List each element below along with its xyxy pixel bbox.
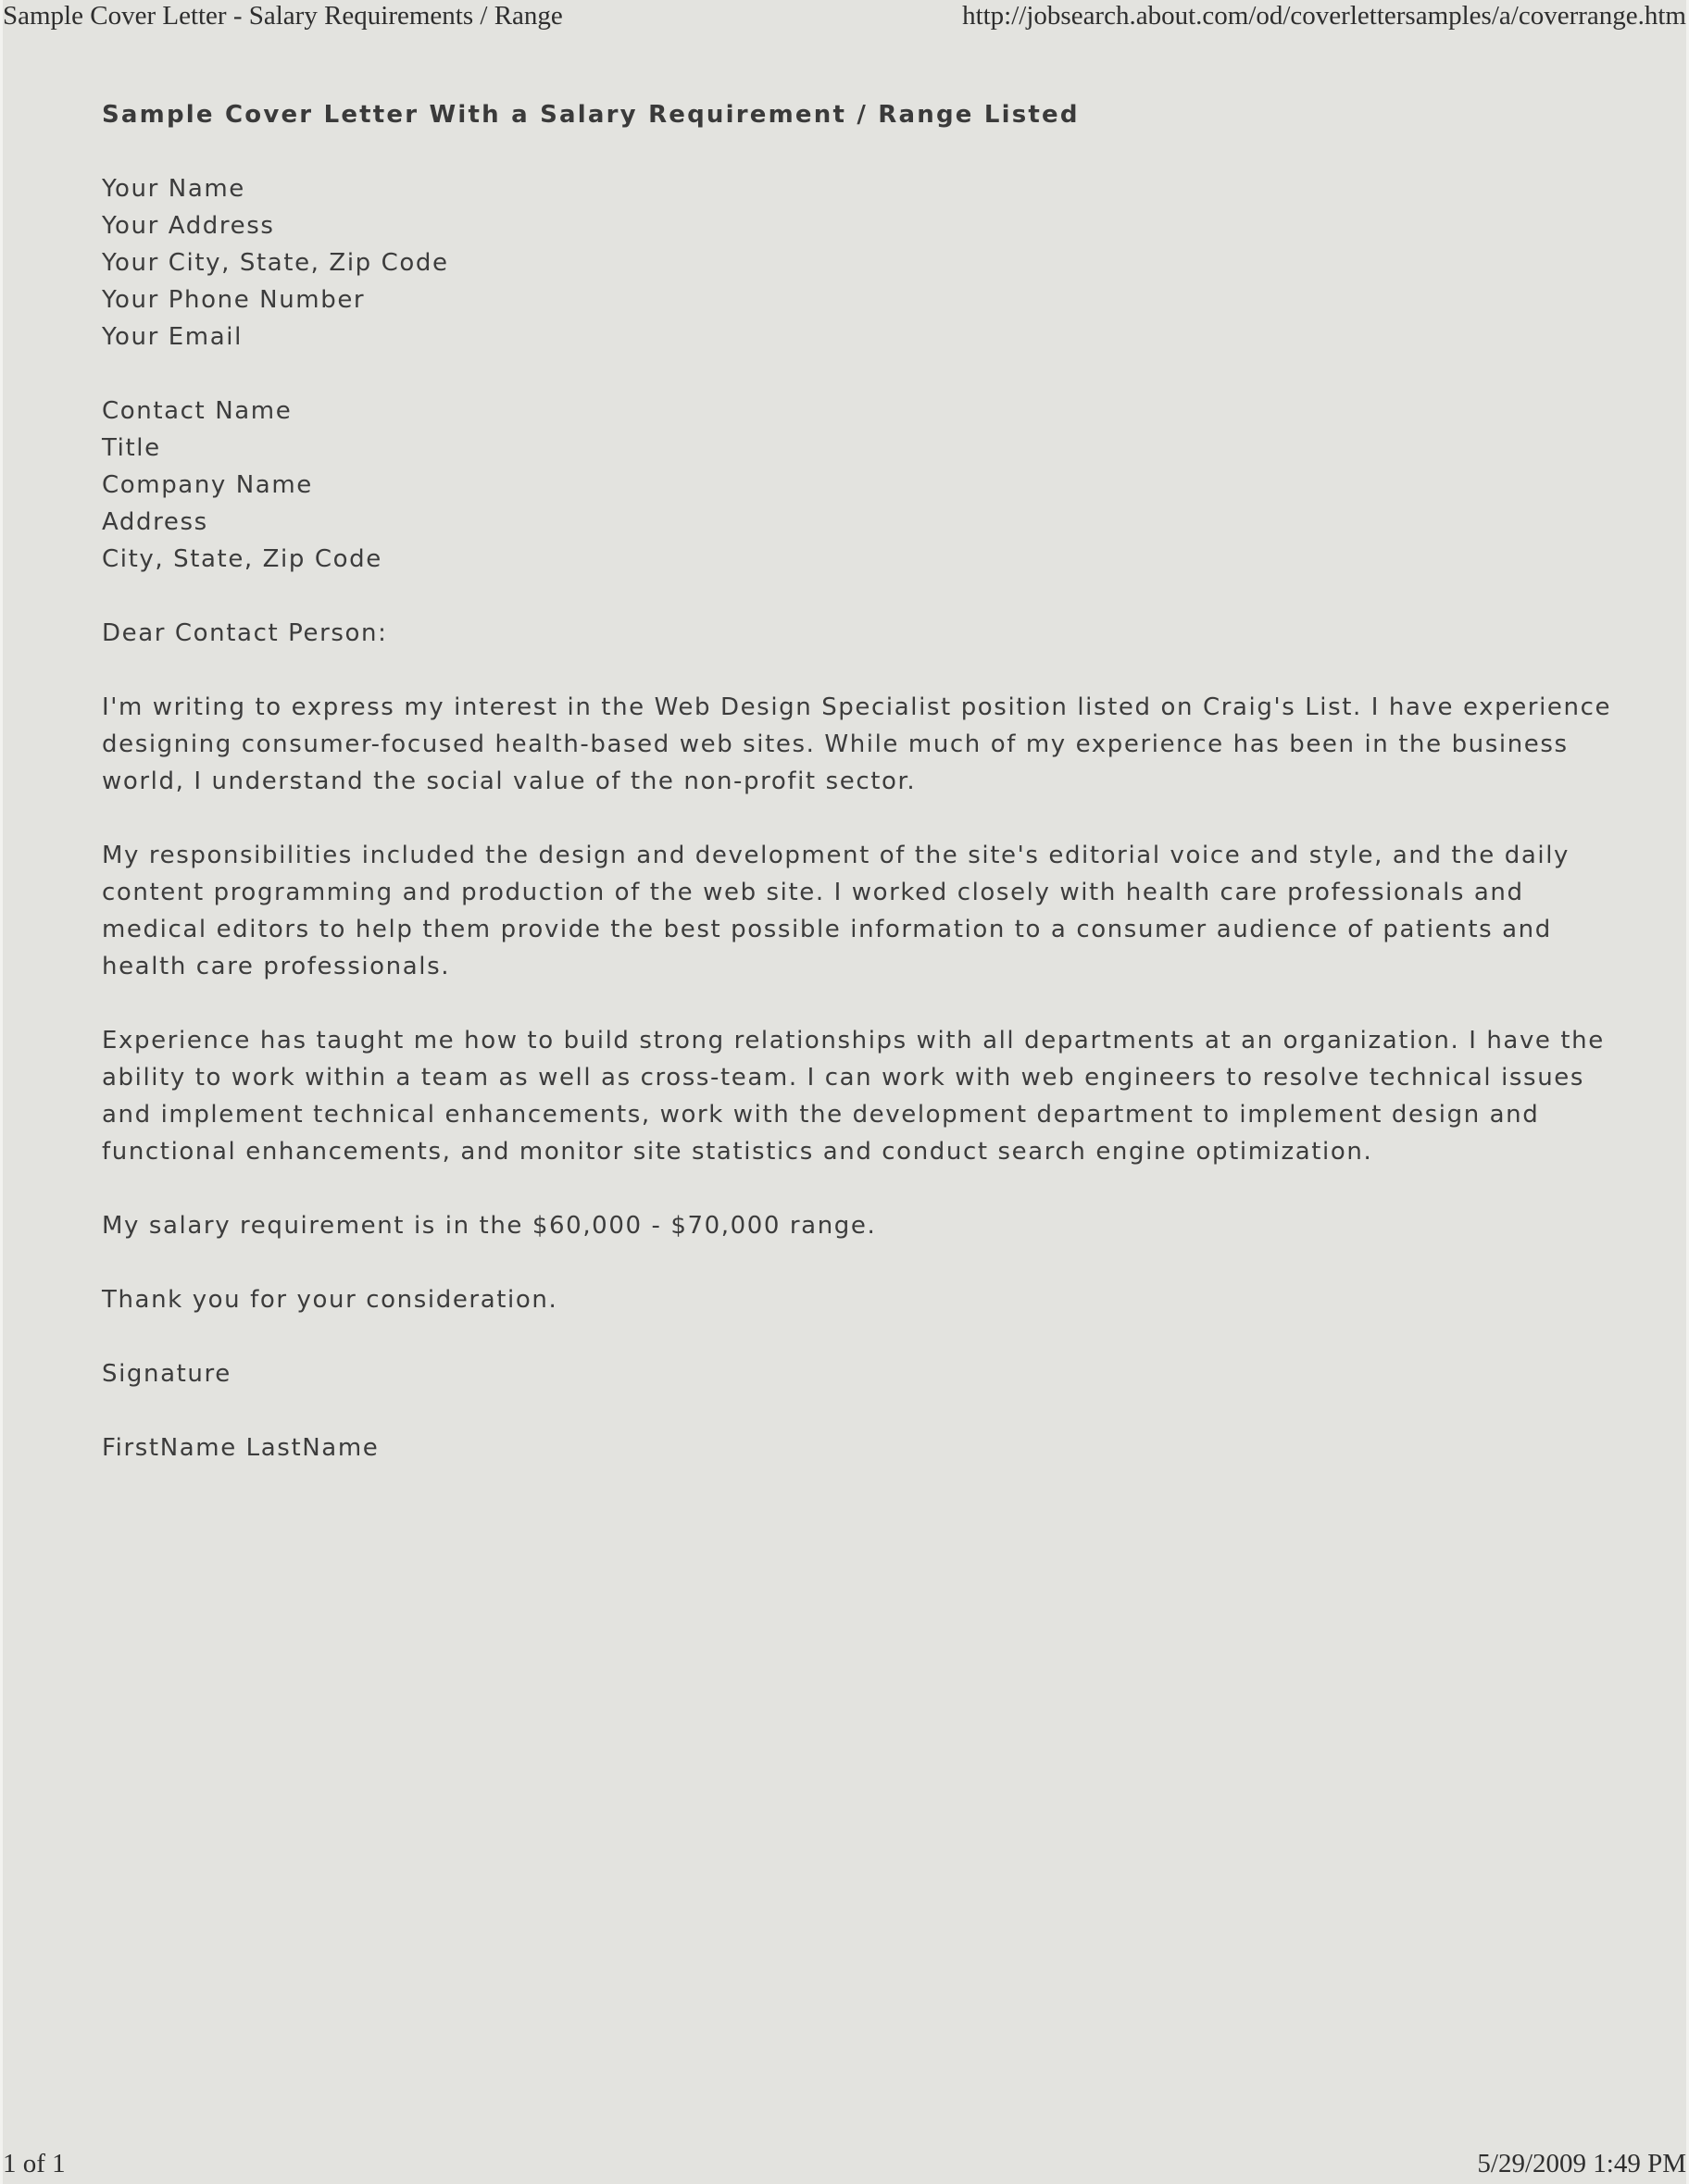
print-header xyxy=(3,3,1686,34)
sender-address: Your Address xyxy=(102,212,275,240)
signature-placeholder: Signature xyxy=(102,1360,231,1388)
recipient-company: Company Name xyxy=(102,471,313,499)
recipient-title: Title xyxy=(102,434,161,462)
sender-address-block xyxy=(102,170,1620,356)
page-number: 1 of 1 xyxy=(3,2149,66,2178)
sender-phone: Your Phone Number xyxy=(102,286,366,314)
print-datetime: 5/29/2009 1:49 PM xyxy=(1477,2149,1686,2178)
recipient-address: Address xyxy=(102,508,208,536)
body-paragraph-responsibilities: My responsibilities included the design and development of the site's editorial voice and style, and the daily content programming and production of the web site. I worked closely with health care professionals and medical editors to help them provide the best possible information to a consumer audience of patients and health care professionals. xyxy=(102,842,1570,980)
print-header-title: Sample Cover Letter - Salary Requirements / Range xyxy=(3,1,563,31)
sender-name: Your Name xyxy=(102,175,245,203)
closing-thanks: Thank you for your consideration. xyxy=(102,1286,558,1314)
body-paragraph-experience: Experience has taught me how to build strong relationships with all departments at an organization. I have the ability to work within a team as well as cross-team. I can work with web engineers to resolve technical issues and implement technical enhancements, work with the development department to implement design and functional enhancements, and monitor site statistics and conduct search engine optimization. xyxy=(102,1027,1605,1166)
salutation: Dear Contact Person: xyxy=(102,619,388,647)
recipient-contact-name: Contact Name xyxy=(102,397,293,425)
signer-name: FirstName LastName xyxy=(102,1434,380,1462)
sender-email: Your Email xyxy=(102,323,243,351)
body-paragraph-interest: I'm writing to express my interest in the Web Design Specialist position listed on Craig's List. I have experience designing consumer-focused health-based web sites. While much of my experience has been in the business world, I understand the social value of the non-profit sector. xyxy=(102,693,1612,795)
recipient-address-block xyxy=(102,393,1620,578)
body-paragraph-salary: My salary requirement is in the $60,000 - $70,000 range. xyxy=(102,1212,877,1240)
sender-city-state-zip: Your City, State, Zip Code xyxy=(102,249,449,277)
print-footer xyxy=(3,2151,1686,2182)
print-header-url: http://jobsearch.about.com/od/coverlettersamples/a/coverrange.htm xyxy=(962,1,1686,31)
letter-title: Sample Cover Letter With a Salary Requirement / Range Listed xyxy=(102,101,1080,129)
recipient-city-state-zip: City, State, Zip Code xyxy=(102,545,382,573)
cover-letter xyxy=(102,96,1620,1466)
